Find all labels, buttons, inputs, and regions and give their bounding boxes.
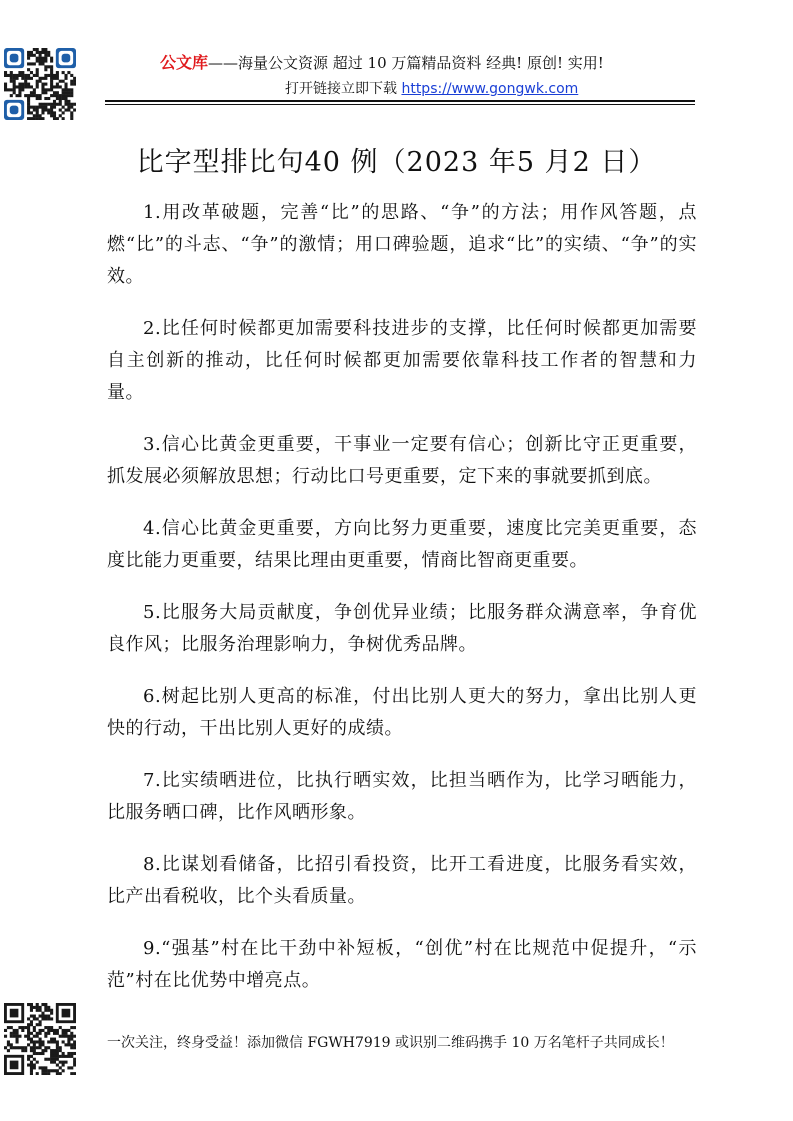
- paragraph: 2.比任何时候都更加需要科技进步的支撑，比任何时候都更加需要自主创新的推动，比任何时候都更加需要依靠科技工作者的智慧和力量。: [107, 318, 697, 403]
- paragraph: 3.信心比黄金更重要，干事业一定要有信心；创新比守正更重要，抓发展必须解放思想；行动比口号更重要，定下来的事就要抓到底。: [107, 434, 697, 487]
- header-tagline-line: [160, 50, 604, 73]
- header-divider-thick: [105, 100, 695, 102]
- paragraph: 9.“强基”村在比干劲中补短板，“创优”村在比规范中促提升，“示范”村在比优势中增亮点。: [107, 938, 697, 991]
- paragraph: 8.比谋划看储备，比招引看投资，比开工看进度，比服务看实效，比产出看税收，比个头看质量。: [107, 854, 697, 907]
- paragraph: 6.树起比别人更高的标准，付出比别人更大的努力，拿出比别人更快的行动，干出比别人更好的成绩。: [107, 686, 697, 739]
- download-text: 打开链接立即下载: [285, 81, 397, 97]
- footer-note: 一次关注，终身受益！添加微信 FGWH7919 或识别二维码携手 10 万名笔杆子共同成长！: [107, 1035, 674, 1051]
- website-link[interactable]: https://www.gongwk.com: [401, 81, 579, 97]
- document-body: [107, 197, 697, 1017]
- paragraph: 1.用改革破题，完善“比”的思路、“争”的方法；用作风答题，点燃“比”的斗志、“争”的激情；用口碑验题，追求“比”的实绩、“争”的实效。: [107, 202, 697, 287]
- paragraph: 4.信心比黄金更重要，方向比努力更重要，速度比完美更重要，态度比能力更重要，结果比理由更重要，情商比智商更重要。: [107, 518, 697, 571]
- header-divider-thin: [105, 104, 695, 105]
- paragraph: 7.比实绩晒进位，比执行晒实效，比担当晒作为，比学习晒能力，比服务晒口碑，比作风晒形象。: [107, 770, 697, 823]
- qr-code-icon[interactable]: [4, 1003, 76, 1075]
- document-title: 比字型排比句40 例（2023 年5 月2 日）: [136, 147, 657, 178]
- paragraph: 5.比服务大局贡献度，争创优异业绩；比服务群众满意率，争育优良作风；比服务治理影响力，争树优秀品牌。: [107, 602, 697, 655]
- header-tagline: ——海量公文资源 超过 10 万篇精品资料 经典! 原创! 实用!: [208, 54, 604, 72]
- qr-code-icon[interactable]: [4, 48, 76, 120]
- header-download-line: [285, 78, 578, 98]
- brand-name: 公文库: [160, 53, 209, 72]
